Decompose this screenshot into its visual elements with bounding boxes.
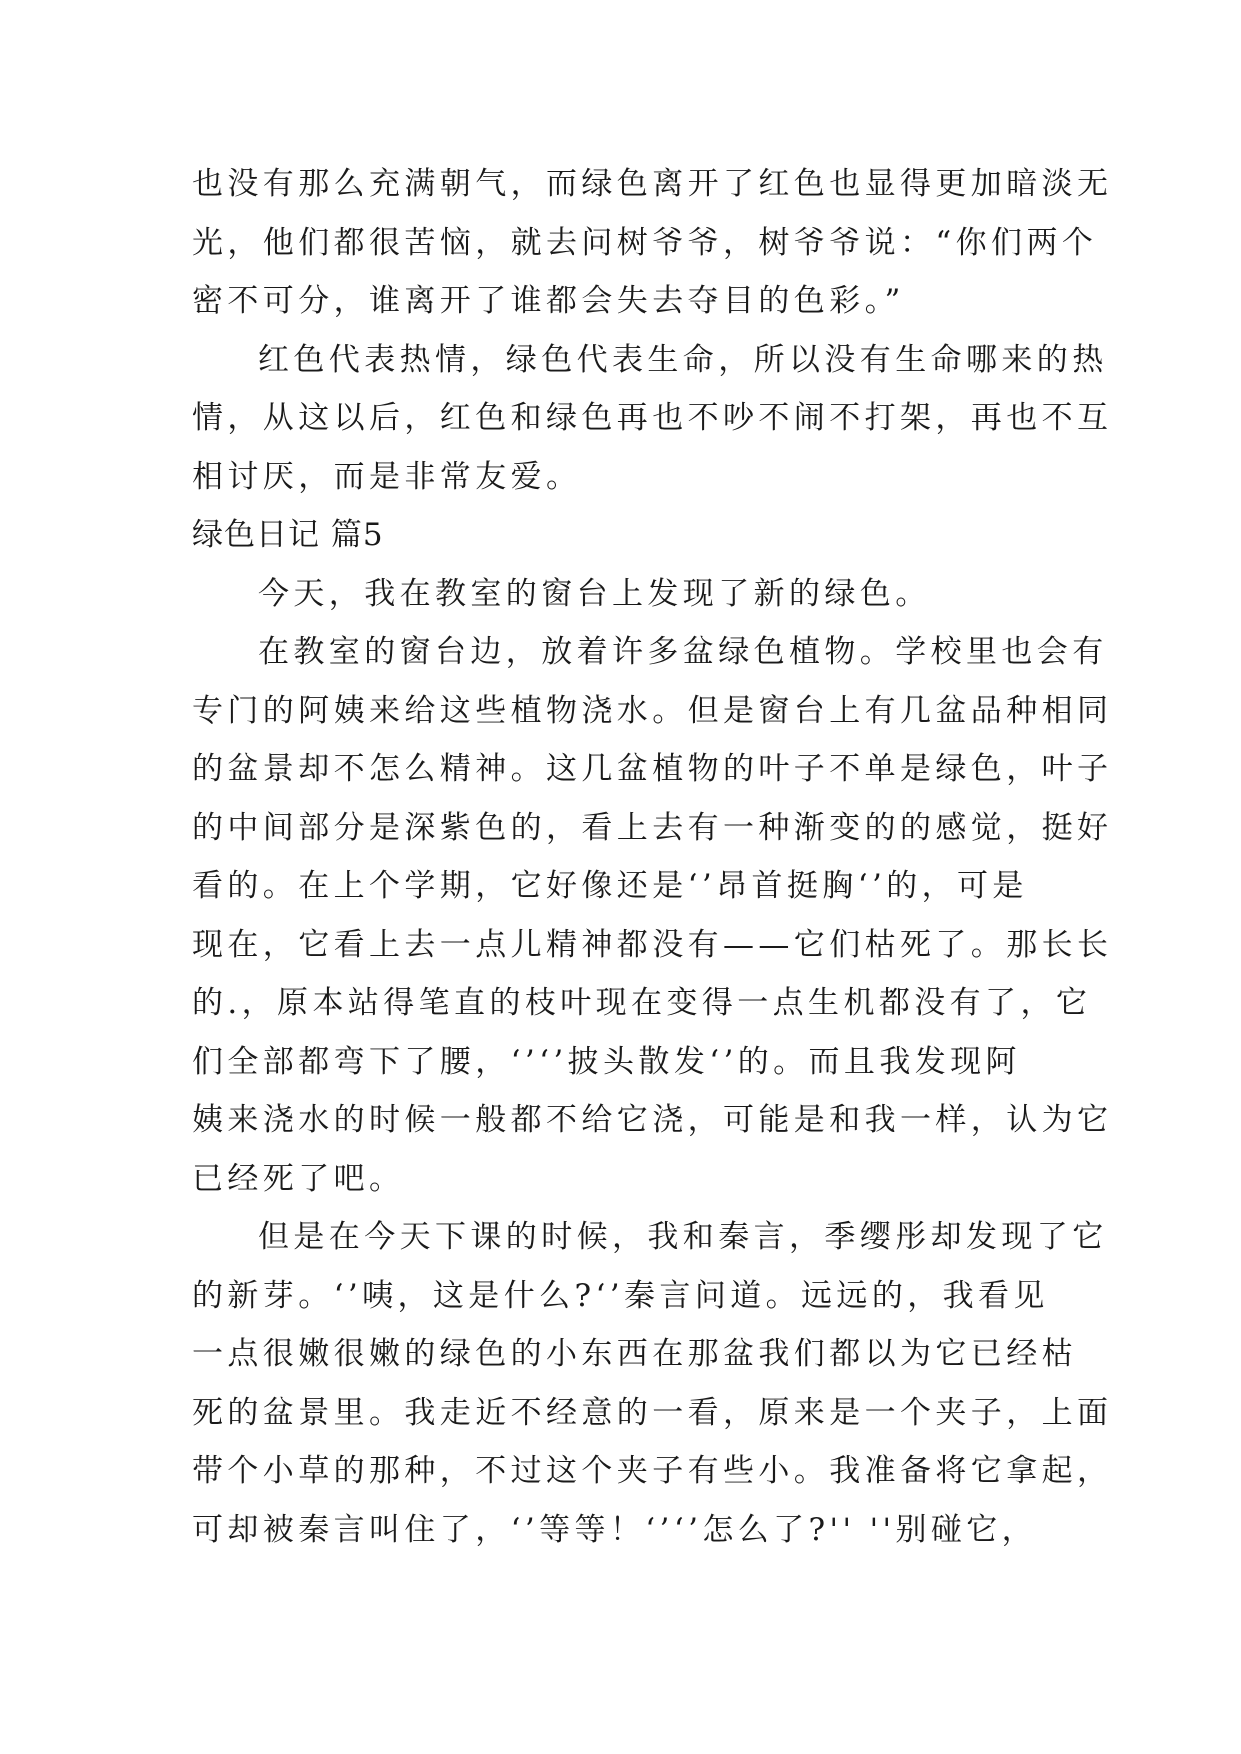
text-line: 可却被秦言叫住了，‘’等等！‘’‘’怎么了?'' ''别碰它， xyxy=(192,1511,1038,1548)
text-line: 看的。在上个学期，它好像还是‘’昂首挺胸‘’的，可是 xyxy=(192,868,1028,904)
section-heading: 绿色日记 篇5 xyxy=(192,517,384,553)
text-line: 的新芽。‘’咦，这是什么?‘’秦言问道。远远的，我看见 xyxy=(192,1277,1049,1314)
text-line: 情，从这以后，红色和绿色再也不吵不闹不打架，再也不互 xyxy=(192,400,1113,436)
text-line: 光，他们都很苦恼，就去问树爷爷，树爷爷说：“你们两个 xyxy=(192,224,1098,261)
body-text xyxy=(192,155,1113,1559)
text-line: 们全部都弯下了腰，‘’‘’披头散发‘’的。而且我发现阿 xyxy=(192,1043,1021,1080)
text-line: 已经死了吧。 xyxy=(192,1160,405,1197)
paragraph-first-line: 在教室的窗台边，放着许多盆绿色植物。学校里也会有 xyxy=(258,634,1108,670)
text-line: 专门的阿姨来给这些植物浇水。但是窗台上有几盆品种相同 xyxy=(192,692,1113,729)
text-line: 带个小草的那种，不过这个夹子有些小。我准备将它拿起， xyxy=(192,1453,1113,1489)
text-line: 也没有那么充满朝气，而绿色离开了红色也显得更加暗淡无 xyxy=(192,166,1113,202)
text-line: 相讨厌，而是非常友爱。 xyxy=(192,458,582,495)
text-line: 的中间部分是深紫色的，看上去有一种渐变的的感觉，挺好 xyxy=(192,809,1113,846)
text-line: 死的盆景里。我走近不经意的一看，原来是一个夹子，上面 xyxy=(192,1394,1113,1431)
paragraph-first-line: 但是在今天下课的时候，我和秦言，季缨彤却发现了它 xyxy=(258,1219,1108,1255)
text-line: 现在，它看上去一点儿精神都没有——它们枯死了。那长长 xyxy=(192,926,1113,963)
text-line: 密不可分，谁离开了谁都会失去夺目的色彩。” xyxy=(192,283,905,319)
paragraph-first-line: 今天，我在教室的窗台上发现了新的绿色。 xyxy=(258,575,931,612)
text-line: 姨来浇水的时候一般都不给它浇，可能是和我一样，认为它 xyxy=(192,1102,1113,1138)
paragraph-first-line: 红色代表热情，绿色代表生命，所以没有生命哪来的热 xyxy=(258,341,1108,378)
text-line: 的盆景却不怎么精神。这几盆植物的叶子不单是绿色，叶子 xyxy=(192,751,1113,787)
text-line: 的.，原本站得笔直的枝叶现在变得一点生机都没有了，它 xyxy=(192,985,1092,1021)
text-line: 一点很嫩很嫩的绿色的小东西在那盆我们都以为它已经枯 xyxy=(192,1336,1077,1372)
